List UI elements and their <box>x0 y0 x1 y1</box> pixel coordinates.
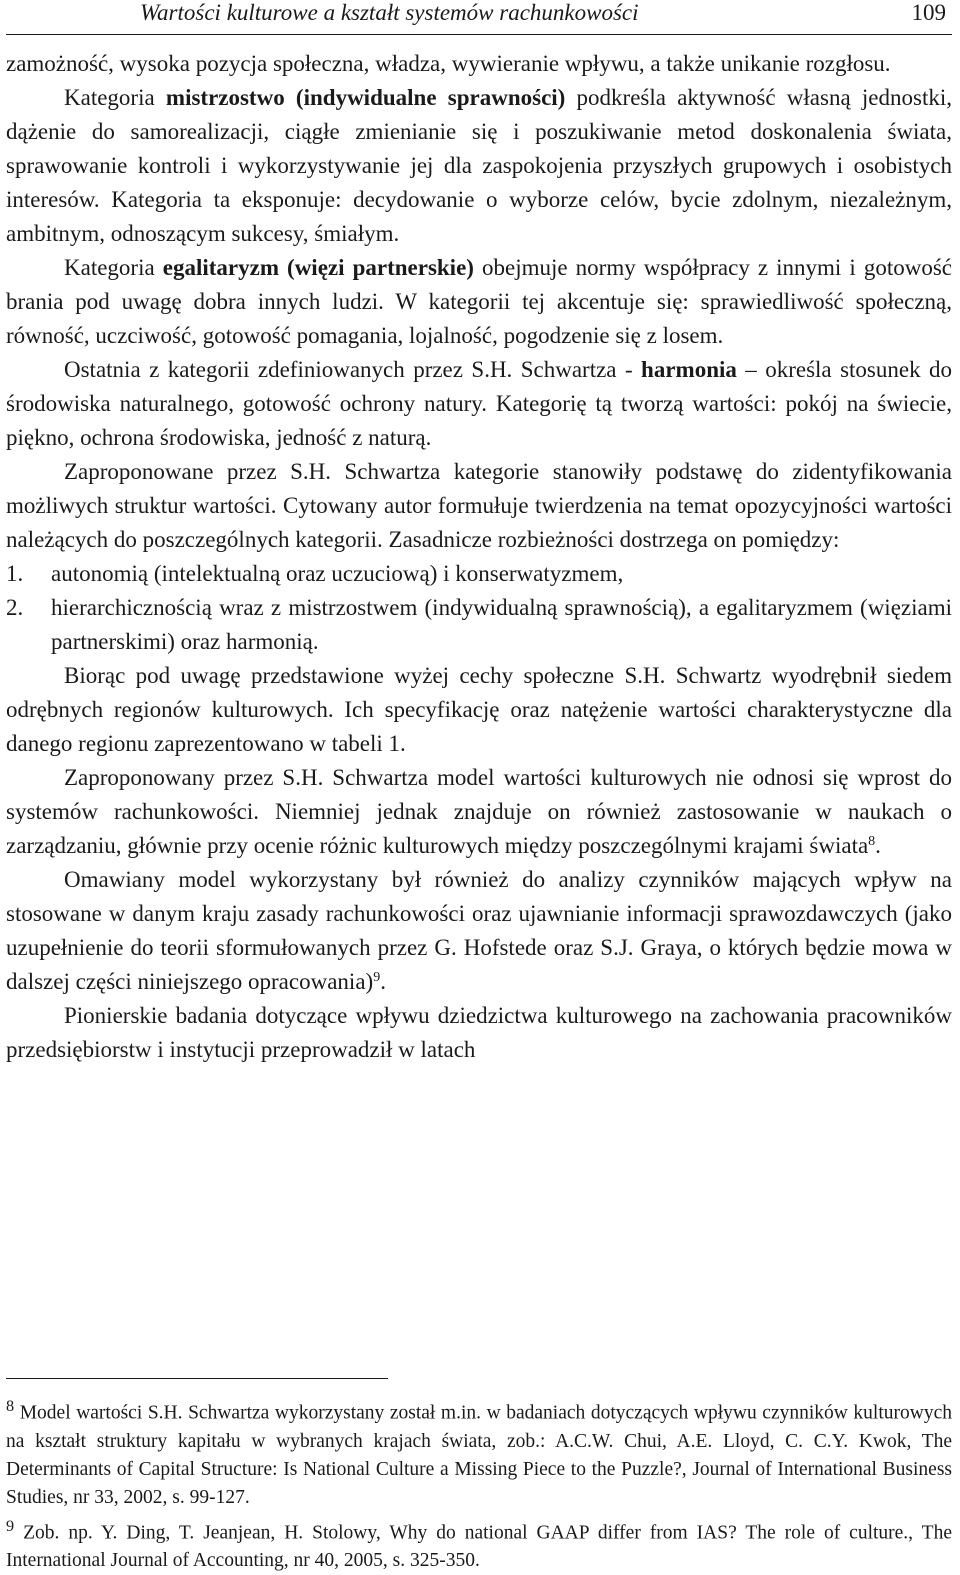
paragraph-text: . <box>380 969 386 994</box>
paragraph-1: zamożność, wysoka pozycja społeczna, władza, wywieranie wpływu, a także unikanie rozgłosu. <box>6 47 952 81</box>
body-text <box>6 47 952 1067</box>
paragraph-9: Pionierskie badania dotyczące wpływu dziedzictwa kulturowego na zachowania pracowników przedsiębiorstw i instytucji przeprowadził w latach <box>6 999 952 1067</box>
footnote-number: 8 <box>6 1397 14 1415</box>
header-rule <box>6 34 952 35</box>
paragraph-text: – określa stosunek do środowiska naturalnego, gotowość ochrony natury. Kategorię tą tworzą wartości: pokój na świecie, piękno, ochrona środowiska, jedność z naturą. <box>6 357 952 450</box>
footnote-rule <box>6 1378 388 1379</box>
paragraph-6: Biorąc pod uwagę przedstawione wyżej cechy społeczne S.H. Schwartz wyodrębnił siedem odrębnych regionów kulturowych. Ich specyfikację oraz natężenie wartości charakterystyczne dla danego regionu zaprezentowano w tabeli 1. <box>6 659 952 761</box>
paragraph-text: podkreśla aktywność własną jednostki, dążenie do samorealizacji, ciągłe zmienianie się i poszukiwanie metod doskonalenia świata, sprawowanie kontroli i wykorzystywanie jej dla zaspokojenia przyszłych grupowych i osobistych interesów. Kategoria ta eksponuje: decydowanie o wyborze celów, bycie zdolnym, niezależnym, ambitnym, odnoszącym sukcesy, śmiałym. <box>6 85 952 246</box>
paragraph-text: Zaproponowany przez S.H. Schwartza model wartości kulturowych nie odnosi się wprost do systemów rachunkowości. Niemniej jednak znajduje on również zastosowanie w naukach o zarządzaniu, głównie przy ocenie różnic kulturowych między poszczególnymi krajami świata <box>6 765 952 858</box>
term-mistrzostwo: mistrzostwo (indywidualne sprawności) <box>166 85 565 110</box>
footnote-ref-9[interactable]: 9 <box>373 970 380 985</box>
paragraph-text: Kategoria <box>64 255 163 280</box>
running-title: Wartości kulturowe a kształt systemów rachunkowości <box>140 0 639 26</box>
term-egalitaryzm: egalitaryzm (więzi partnerskie) <box>163 255 474 280</box>
list-item <box>6 591 952 659</box>
paragraph-5: Zaproponowane przez S.H. Schwartza kategorie stanowiły podstawę do zidentyfikowania możliwych struktur wartości. Cytowany autor formułuje twierdzenia na temat opozycyjności wartości należących do poszczególnych kategorii. Zasadnicze rozbieżności dostrzega on pomiędzy: <box>6 455 952 557</box>
list-item <box>6 557 952 591</box>
footnote-9 <box>6 1512 952 1575</box>
footnotes <box>6 1392 952 1575</box>
page-number: 109 <box>912 0 947 26</box>
footnote-number: 9 <box>6 1517 14 1535</box>
footnote-ref-8[interactable]: 8 <box>868 834 875 849</box>
footnote-8 <box>6 1392 952 1512</box>
paragraph-text: Omawiany model wykorzystany był również do analizy czynników mających wpływ na stosowane w danym kraju zasady rachunkowości oraz ujawnianie informacji sprawozdawczych (jako uzupełnienie do teorii sformułowanych przez G. Hofstede oraz S.J. Graya, o których będzie mowa w dalszej części niniejszego opracowania) <box>6 867 952 994</box>
list-number: 1. <box>6 557 51 591</box>
paragraph-text: . <box>875 833 881 858</box>
paragraph-text: Ostatnia z kategorii zdefiniowanych przez S.H. Schwartza - <box>64 357 641 382</box>
paragraph-harmonia <box>6 353 952 455</box>
paragraph-text: Kategoria <box>64 85 166 110</box>
paragraph-mistrzostwo <box>6 81 952 251</box>
paragraph-egalitaryzm <box>6 251 952 353</box>
footnote-text: Model wartości S.H. Schwartza wykorzystany został m.in. w badaniach dotyczących wpływu czynników kulturowych na kształt struktury kapitału w wybranych krajach świata, zob.: A.C.W. Chui, A.E. Lloyd, C. C.Y. Kwok, The Determinants of Capital Structure: Is National Culture a Missing Piece to the Puzzle?, Journal of International Business Studies, nr 33, 2002, s. 99-127. <box>6 1403 952 1508</box>
footnote-text: Zob. np. Y. Ding, T. Jeanjean, H. Stolowy, Why do national GAAP differ from IAS? The role of culture., The International Journal of Accounting, nr 40, 2005, s. 325-350. <box>6 1522 952 1571</box>
paragraph-7 <box>6 761 952 863</box>
list-text: hierarchicznością wraz z mistrzostwem (indywidualną sprawnością), a egalitaryzmem (więziami partnerskimi) oraz harmonią. <box>51 591 952 659</box>
paragraph-8 <box>6 863 952 999</box>
page-header <box>0 0 960 38</box>
list-number: 2. <box>6 591 51 659</box>
term-harmonia: harmonia <box>641 357 737 382</box>
paragraph-text: obejmuje normy współpracy z innymi i gotowość brania pod uwagę dobra innych ludzi. W kategorii tej akcentuje się: sprawiedliwość społeczną, równość, uczciwość, gotowość pomagania, lojalność, pogodzenie się z losem. <box>6 255 952 348</box>
list-text: autonomią (intelektualną oraz uczuciową) i konserwatyzmem, <box>51 557 952 591</box>
